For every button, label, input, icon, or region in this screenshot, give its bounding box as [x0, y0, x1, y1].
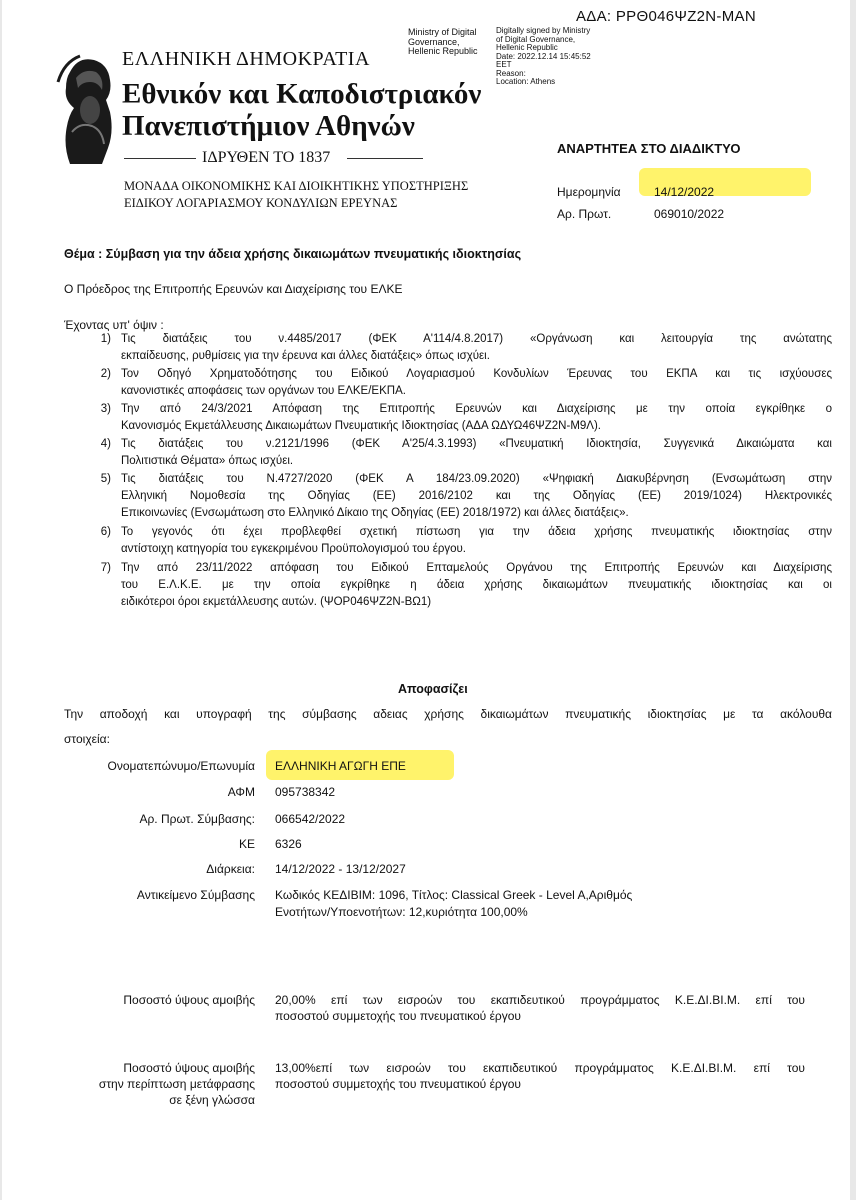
item-line: του Ε.Λ.Κ.Ε. με την οποία εγκρίθηκε η άδεια χρήσης δικαιωμάτων πνευματικής ιδιοκτησίας και οι — [121, 579, 832, 591]
object-line1: Κωδικός ΚΕΔΙΒΙΜ: 1096, Τίτλος: Classical Greek - Level A,Αριθμός — [275, 888, 633, 902]
signature-detail-line: Date: 2022.12.14 15:45:52 — [496, 51, 591, 61]
university-name-line1: Εθνικόν και Καποδιστριακόν — [122, 78, 482, 110]
item-line: αντίστοιχη κατηγορία του εγκεκριμένου Προϋπολογισμού του έργου. — [121, 543, 466, 555]
founded-text: ΙΔΡΥΘΕΝ ΤΟ 1837 — [202, 149, 331, 166]
item-number: 7) — [100, 562, 111, 574]
afm-value: 095738342 — [275, 785, 336, 799]
ke-value: 6326 — [275, 837, 302, 851]
item-line: κανονιστικές αποφάσεις των οργάνων του ΕΛΚΕ/ΕΚΠΑ. — [121, 385, 406, 397]
fee-text — [275, 992, 805, 1024]
university-name-line2: Πανεπιστήμιον Αθηνών — [122, 110, 415, 142]
translation-label-line: σε ξένη γλώσσα — [169, 1093, 255, 1107]
translation-label-line: Ποσοστό ύψους αμοιβής — [123, 1061, 255, 1075]
signature-detail-line: Digitally signed by Ministry — [496, 26, 591, 35]
acceptance-line: Την αποδοχή και υπογραφή της σύμβασης αδειας χρήσης δικαιωμάτων πνευματικής ιδιοκτησίας με τα ακόλουθα — [64, 707, 832, 721]
consideration-item — [87, 436, 832, 470]
duration-label: Διάρκεια: — [206, 862, 255, 876]
posting-date-label: Ημερομηνία — [557, 185, 621, 199]
consideration-item — [87, 401, 832, 435]
item-line: Κανονισμός Εκμετάλλευσης Δικαιωμάτων Πνευματικής Ιδιοκτησίας (ΑΔΑ ΩΔΥΩ46ΨΖ2Ν-Μ9Λ). — [121, 420, 601, 432]
translation-fee-label — [42, 1060, 255, 1108]
consideration-item — [87, 471, 832, 522]
item-line: Ελληνική Νομοθεσία της Οδηγίας (ΕΕ) 2016/2102 και της Οδηγίας (ΕΕ) 2019/1024) Ηλεκτρονικές — [121, 490, 832, 502]
acceptance-text — [64, 706, 832, 747]
item-line: εκπαίδευσης, ρυθμίσεις για την έρευνα και άλλες διατάξεις» όπως ισχύει. — [121, 350, 490, 362]
contract-label: Αρ. Πρωτ. Σύμβασης: — [139, 812, 255, 826]
name-label: Ονοματεπώνυμο/Επωνυμία — [107, 759, 255, 773]
item-line: Τις διατάξεις του Ν.4727/2020 (ΦΕΚ Α 184/23.09.2020) «Ψηφιακή Διακυβέρνηση (Ενσωμάτωση στην — [121, 473, 832, 485]
object-label: Αντικείμενο Σύμβασης — [136, 888, 255, 902]
founded-rule-right — [347, 158, 423, 159]
signature-detail-line: EET — [496, 60, 512, 69]
signature-detail-line: Reason: — [496, 68, 526, 78]
item-line: Τις διατάξεις του ν.4485/2017 (ΦΕΚ Α'114/4.8.2017) «Οργάνωση και λειτουργία της ανώτατης — [121, 333, 832, 345]
translation-line: 13,00%επί των εισροών του εκαπιδευτικού προγράμματος Κ.Ε.ΔΙ.ΒΙ.Μ. επί του — [275, 1061, 805, 1075]
signature-signer-line: Ministry of Digital — [408, 27, 477, 37]
signature-signer-line: Hellenic Republic — [408, 46, 478, 56]
fee-line: ποσοστού συμμετοχής του πνευματικού έργου — [275, 1009, 521, 1023]
object-line2: Ενοτήτων/Υποενοτήτων: 12,κυριότητα 100,00% — [275, 905, 528, 919]
president-line: Ο Πρόεδρος της Επιτροπής Ερευνών και Διαχείρισης του ΕΛΚΕ — [64, 282, 403, 296]
afm-label: ΑΦΜ — [227, 785, 255, 799]
fee-label: Ποσοστό ύψους αμοιβής — [123, 993, 255, 1007]
posting-protocol-label: Αρ. Πρωτ. — [557, 207, 612, 221]
translation-line: ποσοστού συμμετοχής του πνευματικού έργου — [275, 1077, 521, 1091]
signature-details — [496, 27, 591, 87]
founded-rule-left — [124, 158, 196, 159]
decides-heading: Αποφασίζει — [398, 682, 468, 696]
university-logo-athena — [50, 52, 120, 170]
translation-label-line: στην περίπτωση μετάφρασης — [98, 1077, 255, 1091]
item-number: 5) — [100, 473, 111, 485]
unit-line2: ΕΙΔΙΚΟΥ ΛΟΓΑΡΙΑΣΜΟΥ ΚΟΝΔΥΛΙΩΝ ΕΡΕΥΝΑΣ — [124, 196, 398, 210]
item-line: Τις διατάξεις του ν.2121/1996 (ΦΕΚ Α'25/4.3.1993) «Πνευματική Ιδιοκτησία, Συγγενικά Δικαιώματα και — [121, 438, 832, 450]
item-number: 3) — [100, 403, 111, 415]
consideration-item — [87, 524, 832, 558]
posting-title: ΑΝΑΡΤΗΤΕΑ ΣΤΟ ΔΙΑΔΙΚΤΥΟ — [557, 141, 741, 156]
item-line: Την από 24/3/2021 Απόφαση της Επιτροπής Ερευνών και Διαχείρισης με την οποία εγκρίθηκε ο — [121, 403, 832, 415]
item-number: 1) — [100, 333, 111, 345]
signature-detail-line: Location: Athens — [496, 77, 556, 86]
document-page — [2, 0, 850, 1200]
posting-date-value: 14/12/2022 — [654, 185, 715, 199]
item-line: Πολιτιστικά Θέματα» όπως ισχύει. — [121, 455, 294, 467]
translation-fee-text — [275, 1060, 805, 1092]
posting-protocol-value: 069010/2022 — [654, 207, 725, 221]
contract-value: 066542/2022 — [275, 812, 346, 826]
item-line: Επικοινωνίες (Ενσωμάτωση στο Ελληνικό Δίκαιο της Οδηγίας (ΕΕ) 2018/1972) και άλλες διατάξεις». — [121, 507, 629, 519]
item-line: Το γεγονός ότι έχει προβλεφθεί σχετική πίστωση για την άδεια χρήσης πνευματικής ιδιοκτησίας στην — [121, 526, 832, 538]
ke-label: ΚΕ — [238, 837, 255, 851]
consideration-item — [87, 331, 832, 365]
signature-detail-line: of Digital Governance, — [496, 34, 576, 44]
signature-signer — [408, 28, 478, 57]
subject-line: Θέμα : Σύμβαση για την άδεια χρήσης δικαιωμάτων πνευματικής ιδιοκτησίας — [64, 247, 522, 261]
unit-line1: ΜΟΝΑΔΑ ΟΙΚΟΝΟΜΙΚΗΣ ΚΑΙ ΔΙΟΙΚΗΤΙΚΗΣ ΥΠΟΣΤΗΡΙΞΗΣ — [124, 179, 469, 193]
fee-line: 20,00% επί των εισροών του εκαπιδευτικού προγράμματος Κ.Ε.ΔΙ.ΒΙ.Μ. επί του — [275, 993, 805, 1007]
item-line: Την από 23/11/2022 απόφαση του Ειδικού Επταμελούς Οργάνου της Επιτροπής Ερευνών και Διαχείρισης — [121, 562, 832, 574]
item-line: Τον Οδηγό Χρηματοδότησης του Ειδικού Λογαριασμού Κονδυλίων Έρευνας του ΕΚΠΑ και τις ισχύουσες — [121, 368, 832, 380]
item-line: ειδικότεροι όροι εκμετάλλευσης αυτών. (ΨΟΡ046ΨΖ2Ν-ΒΩ1) — [121, 596, 432, 608]
signature-signer-line: Governance, — [408, 36, 460, 47]
ada-code: ΑΔΑ: ΡΡΘ046ΨΖ2Ν-ΜΑΝ — [576, 8, 756, 25]
consideration-item — [87, 560, 832, 611]
consideration-item — [87, 366, 832, 400]
signature-detail-line: Hellenic Republic — [496, 43, 558, 52]
duration-value: 14/12/2022 - 13/12/2027 — [275, 862, 406, 876]
republic-title: ΕΛΛΗΝΙΚΗ ΔΗΜΟΚΡΑΤΙΑ — [122, 48, 370, 70]
name-value: ΕΛΛΗΝΙΚΗ ΑΓΩΓΗ ΕΠΕ — [275, 759, 406, 773]
item-number: 4) — [100, 438, 111, 450]
item-number: 2) — [100, 368, 111, 380]
having-regard-heading: Έχοντας υπ' όψιν : — [64, 318, 164, 332]
acceptance-line: στοιχεία: — [64, 732, 110, 746]
item-number: 6) — [100, 526, 111, 538]
